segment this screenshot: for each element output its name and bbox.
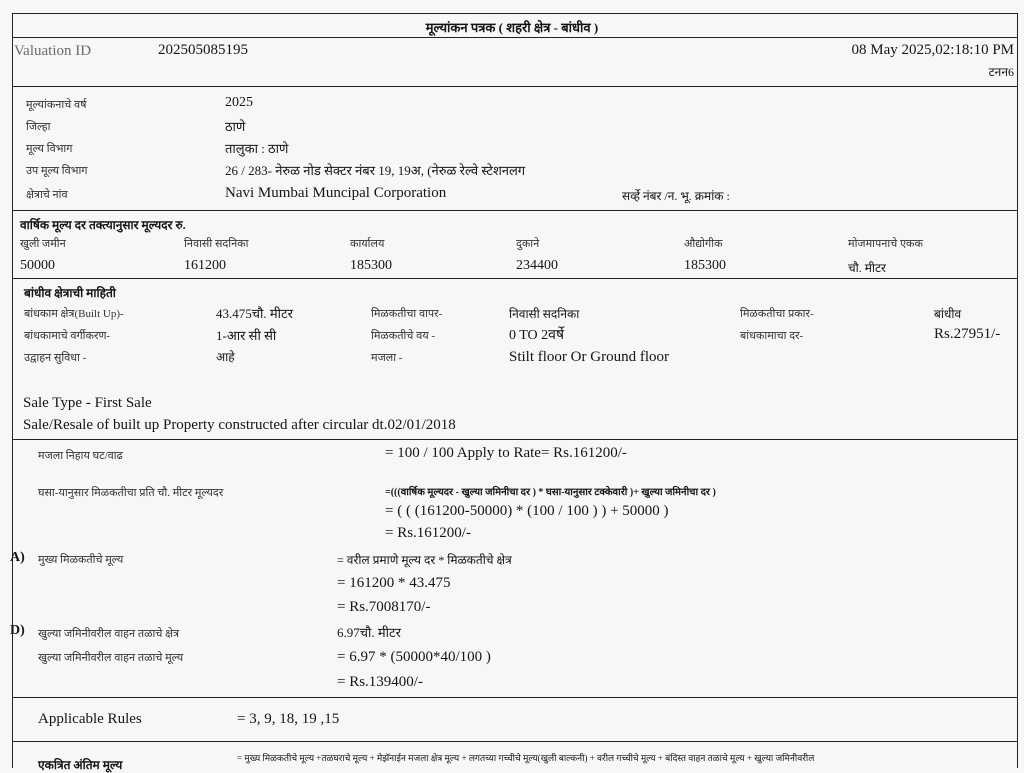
rate-header-industrial: औद्योगीक — [684, 238, 723, 250]
final-value-formula: = मुख्य मिळकतीचे मूल्य +तळघराचे मूल्य + मेझॅनाईन मजला क्षेत्र मूल्य + लगतच्या गच्चीचे मूल्य(खुली बाल्कनी) + वरील गच्चीचे मूल्य + बंदिस्त वाहन तळाचे मूल्य + खुल्या जमिनीवरील — [237, 753, 815, 763]
main-value-formula: = वरील प्रमाणे मूल्य दर * मिळकतीचे क्षेत्र — [337, 553, 512, 567]
section-a-marker: A) — [10, 550, 25, 565]
main-value-label: मुख्य मिळकतीचे मूल्य — [38, 554, 124, 566]
info-label-subzone: उप मूल्य विभाग — [26, 165, 88, 177]
info-value-area-name: Navi Mumbai Muncipal Corporation — [225, 185, 447, 201]
calc-divider — [12, 697, 1018, 698]
valuation-id: 202505085195 — [158, 42, 248, 58]
rate-header-unit: मोजमापनाचे एकक — [848, 238, 923, 250]
parking-area-label: खुल्या जमिनीवरील वाहन तळाचे क्षेत्र — [38, 628, 180, 640]
rates-title: वार्षिक मूल्य दर तक्त्यानुसार मूल्यदर रु. — [20, 218, 186, 232]
floor-adjust-label: मजला निहाय घट/वाढ — [38, 450, 123, 462]
parking-value-expression: = 6.97 * (50000*40/100 ) — [337, 649, 491, 665]
info-divider — [12, 210, 1018, 211]
rate-header-shops: दुकाने — [516, 238, 540, 250]
sale-type: Sale Type - First Sale — [23, 395, 152, 411]
generated-datetime: 08 May 2025,02:18:10 PM — [851, 42, 1014, 58]
applicable-rules-value: = 3, 9, 18, 19 ,15 — [237, 711, 340, 727]
lift-facility-label: उद्वाहन सुविधा - — [24, 352, 87, 364]
depreciated-rate-expression: = ( ( (161200-50000) * (100 / 100 ) ) + 50000 ) — [385, 503, 669, 519]
floor-label: मजला - — [371, 352, 403, 364]
depreciated-rate-formula: =(((वार्षिक मूल्यदर - खुल्या जमिनीचा दर ) * घसा-यानुसार टक्केवारी )+ खुल्या जमिनीचा दर ) — [385, 487, 716, 498]
rate-header-open-land: खुली जमीन — [20, 238, 66, 250]
built-section-title: बांधीव क्षेत्राची माहिती — [24, 286, 116, 300]
section-d-marker: D) — [10, 623, 25, 638]
page-title: मूल्यांकन पत्रक ( शहरी क्षेत्र - बांधीव ) — [425, 20, 599, 35]
property-type-value: बांधीव — [934, 307, 962, 321]
built-divider — [12, 439, 1018, 440]
rate-header-residential: निवासी सदनिका — [184, 238, 249, 250]
info-value-year: 2025 — [225, 95, 253, 110]
rate-value-shops: 234400 — [516, 258, 558, 273]
property-type-label: मिळकतीचा प्रकार- — [740, 308, 814, 320]
info-label-year: मूल्यांकनाचे वर्ष — [26, 99, 87, 111]
right-border — [1017, 13, 1018, 768]
rate-value-residential: 161200 — [184, 258, 226, 273]
property-age-label: मिळकतीचे वय - — [371, 330, 435, 342]
built-area-value: 43.475चौ. मीटर — [216, 306, 293, 321]
depreciated-rate-label: घसा-यानुसार मिळकतीचा प्रति चौ. मीटर मूल्यदर — [38, 487, 224, 499]
rate-value-office: 185300 — [350, 258, 392, 273]
construction-rate-value: Rs.27951/- — [934, 326, 1001, 342]
main-value-result: = Rs.7008170/- — [337, 599, 431, 615]
construction-rate-label: बांधकामाचा दर- — [740, 330, 804, 342]
main-value-expression: = 161200 * 43.475 — [337, 575, 451, 591]
property-age-value: 0 TO 2वर्षे — [509, 328, 565, 343]
info-label-district: जिल्हा — [26, 121, 51, 133]
rules-divider — [12, 741, 1018, 742]
construction-class-value: 1-आर सी सी — [216, 328, 277, 343]
left-border — [12, 13, 13, 768]
floor-value: Stilt floor Or Ground floor — [509, 349, 669, 365]
rate-value-industrial: 185300 — [684, 258, 726, 273]
info-value-zone: तालुका : ठाणे — [225, 141, 289, 156]
rate-header-office: कार्यालय — [350, 238, 385, 250]
header-divider — [12, 86, 1018, 87]
survey-number-label: सर्व्हे नंबर /न. भू. क्रमांक : — [622, 189, 730, 203]
parking-area-value: 6.97चौ. मीटर — [337, 625, 401, 640]
property-use-value: निवासी सदनिका — [509, 307, 580, 321]
built-area-label: बांधकाम क्षेत्र(Built Up)- — [24, 308, 124, 320]
rate-value-unit: चौ. मीटर — [848, 261, 886, 275]
lift-facility-value: आहे — [216, 350, 235, 364]
title-divider — [12, 37, 1018, 38]
sale-note: Sale/Resale of built up Property constructed after circular dt.02/01/2018 — [23, 417, 456, 433]
valuation-id-label: Valuation ID — [14, 43, 92, 59]
info-label-area-name: क्षेत्राचे नांव — [26, 189, 68, 201]
parking-value-label: खुल्या जमिनीवरील वाहन तळाचे मूल्य — [38, 652, 184, 664]
info-value-subzone: 26 / 283- नेरुळ नोड सेक्टर नंबर 19, 19अ, (नेरुळ रेल्वे स्टेशनलग — [225, 163, 526, 178]
construction-class-label: बांधकामाचे वर्गीकरण- — [24, 330, 111, 342]
info-label-zone: मूल्य विभाग — [26, 143, 73, 155]
page-code: टनन6 — [988, 65, 1014, 79]
rates-divider — [12, 278, 1018, 279]
depreciated-rate-result: = Rs.161200/- — [385, 525, 471, 541]
property-use-label: मिळकतीचा वापर- — [371, 308, 443, 320]
info-value-district: ठाणे — [225, 119, 246, 134]
applicable-rules-label: Applicable Rules — [38, 711, 142, 727]
parking-value-result: = Rs.139400/- — [337, 674, 423, 690]
rate-value-open-land: 50000 — [20, 258, 55, 273]
floor-adjust-value: = 100 / 100 Apply to Rate= Rs.161200/- — [385, 445, 627, 461]
top-border — [12, 13, 1018, 14]
final-value-label: एकत्रित अंतिम मूल्य — [38, 758, 123, 772]
